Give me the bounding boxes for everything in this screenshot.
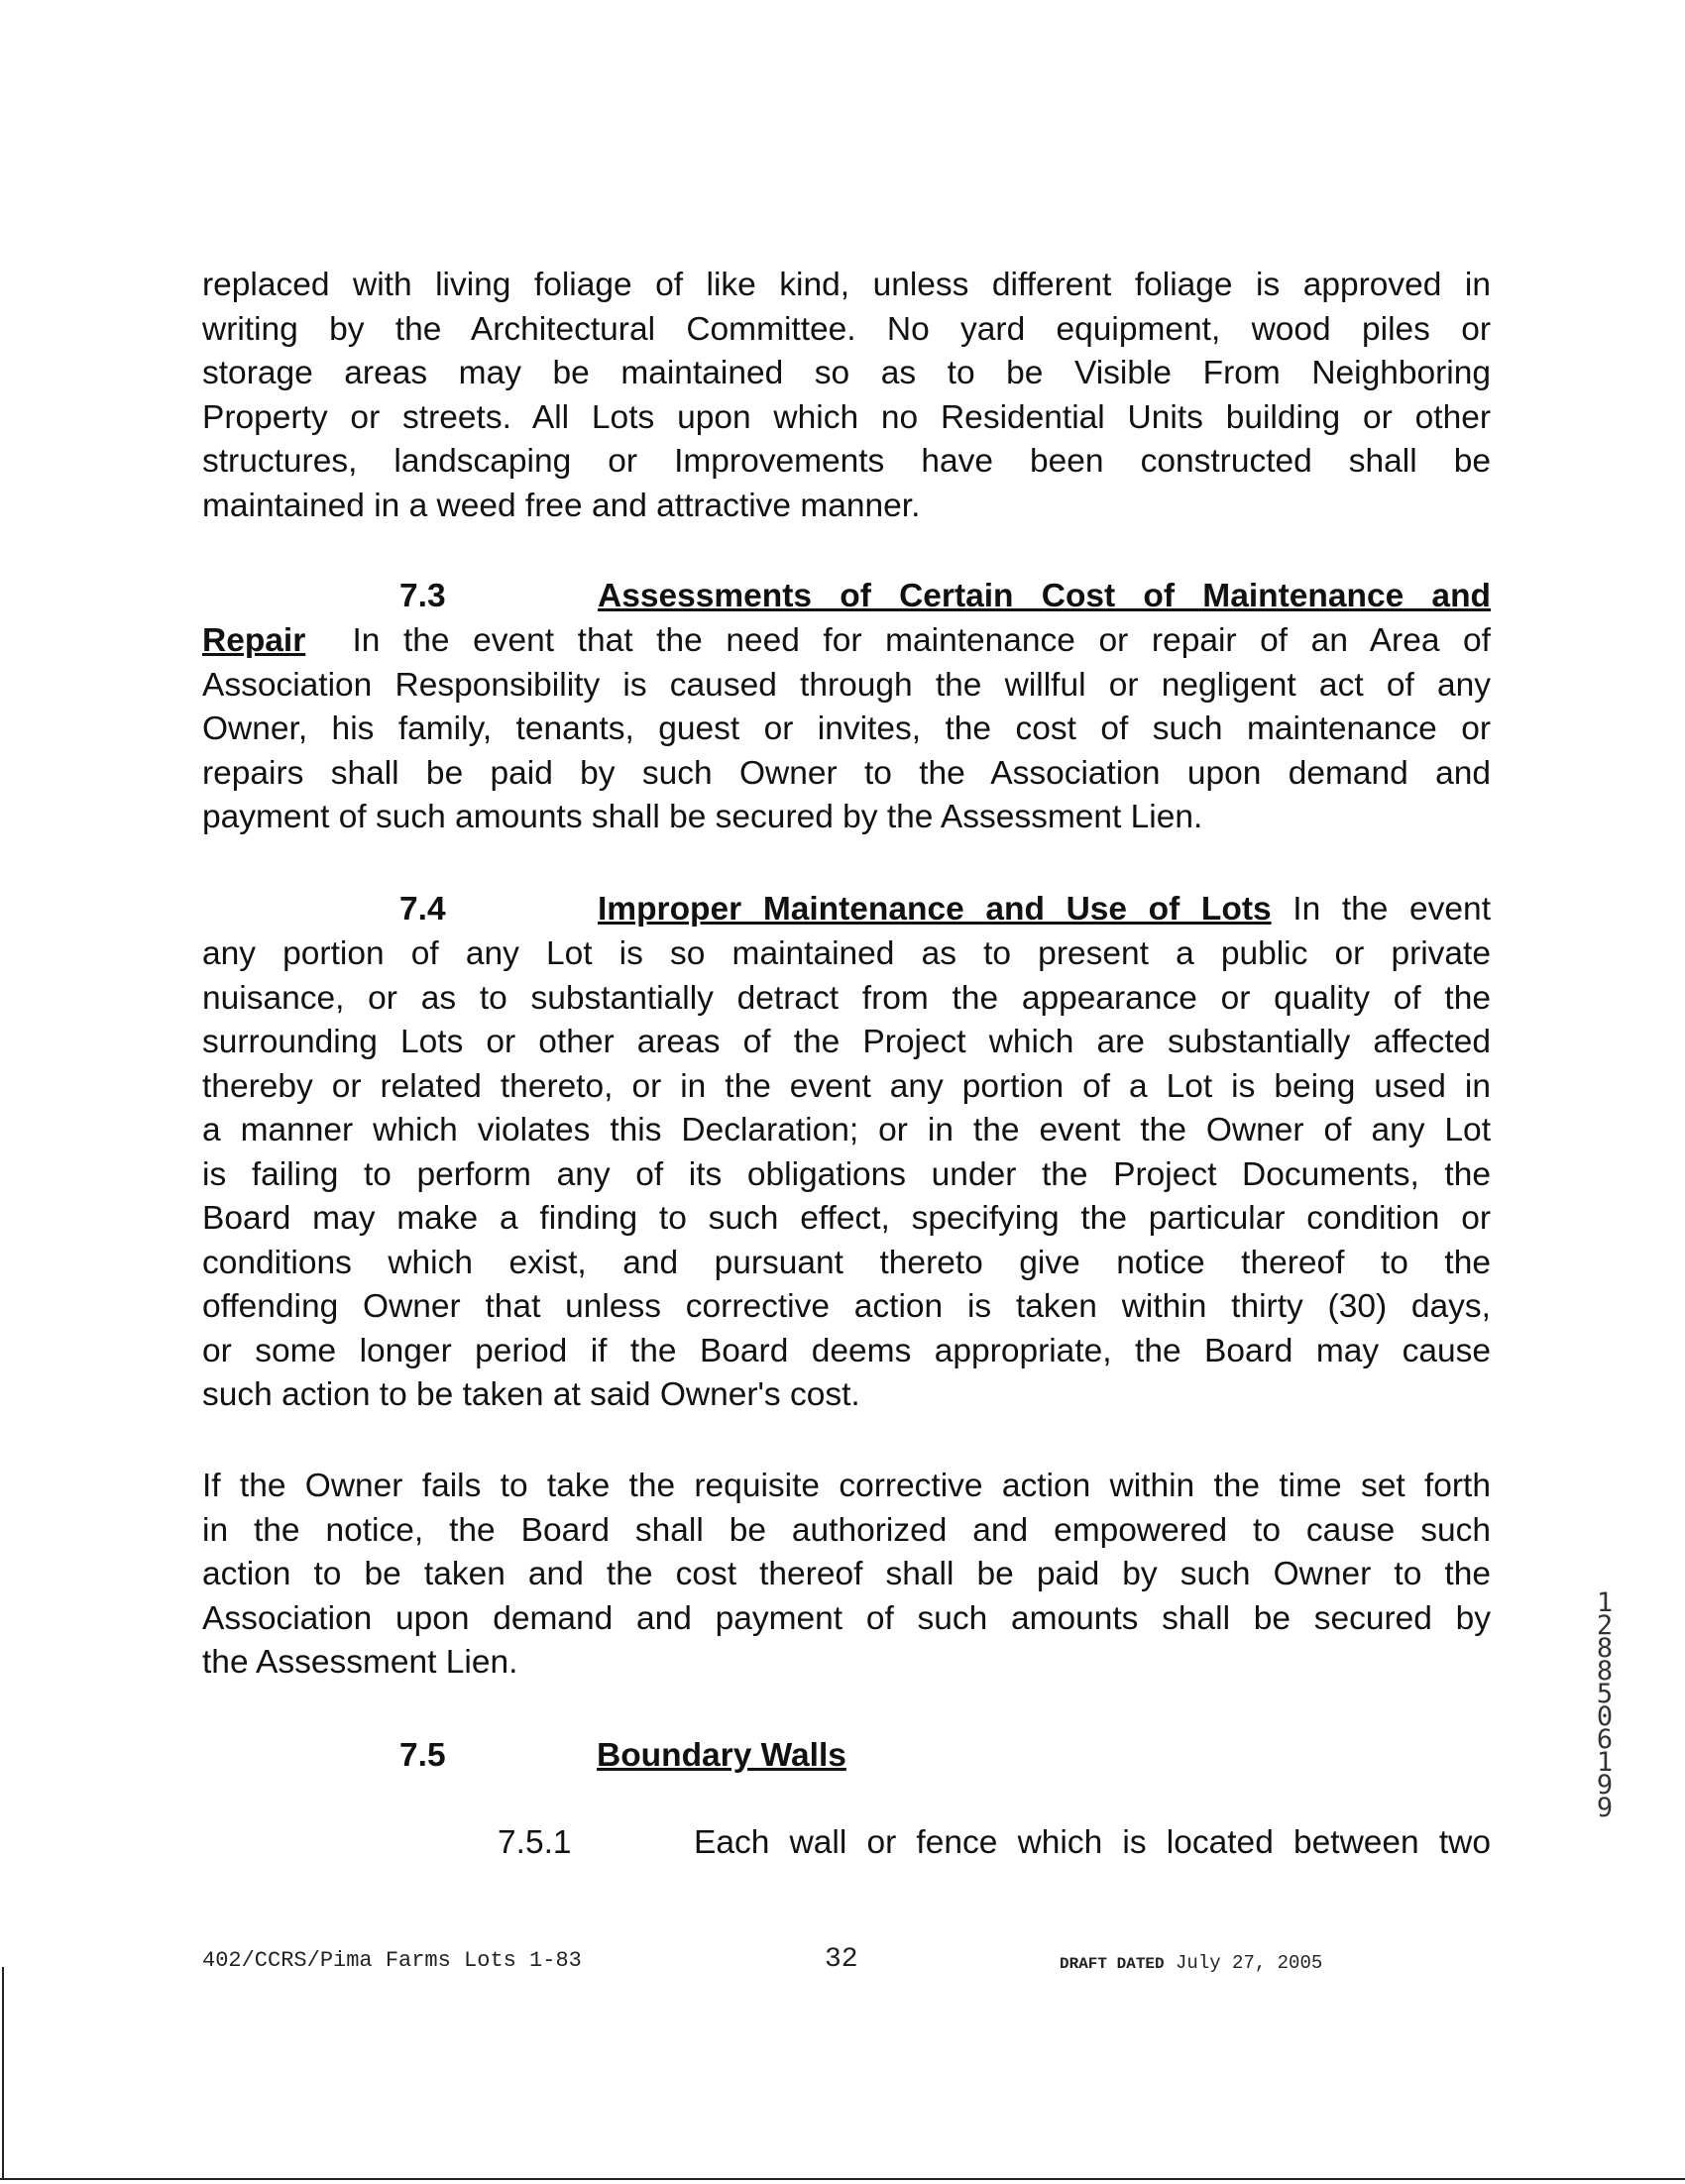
section-heading-7-4: Improper Maintenance and Use of Lots xyxy=(598,891,1272,928)
section-heading-7-3: Assessments of Certain Cost of Maintenance and xyxy=(598,578,1491,614)
text-line xyxy=(202,619,1491,664)
text-line: the Assessment Lien. xyxy=(202,1644,518,1681)
section-number-7-5: 7.5 xyxy=(399,1737,446,1774)
text-line: Property or streets. All Lots upon which no Residential Units building or other xyxy=(202,398,1491,436)
text-line: thereby or related thereto, or in the event any portion of a Lot is being used in xyxy=(202,1067,1491,1105)
text-run: In the event that the need for maintenance or repair of an Area of xyxy=(352,622,1491,659)
text-line: writing by the Architectural Committee. No yard equipment, wood piles or xyxy=(202,310,1491,348)
draft-date: July 27, 2005 xyxy=(1176,1952,1323,1974)
subsection-number-7-5-1: 7.5.1 xyxy=(498,1824,572,1861)
section-7-4-heading-line xyxy=(598,888,1491,932)
text-line: Board may make a finding to such effect, specifying the particular condition or xyxy=(202,1200,1491,1237)
text-run: In the event xyxy=(1292,891,1491,928)
section-7-4-body xyxy=(202,932,1491,1418)
text-line: such action to be taken at said Owner's cost. xyxy=(202,1376,860,1413)
text-line: or some longer period if the Board deems appropriate, the Board may cause xyxy=(202,1332,1491,1369)
section-7-3-body xyxy=(202,619,1491,840)
section-heading-7-3-cont: Repair xyxy=(202,622,306,659)
paragraph-foliage xyxy=(202,264,1491,528)
text-line: any portion of any Lot is so maintained as to present a public or private xyxy=(202,935,1491,972)
footer-draft-date xyxy=(1060,1952,1322,1974)
text-line: Association Responsibility is caused through the willful or negligent act of any xyxy=(202,666,1491,704)
text-line: repairs shall be paid by such Owner to the Association upon demand and xyxy=(202,754,1491,792)
text-line: conditions which exist, and pursuant thereto give notice thereof to the xyxy=(202,1244,1491,1281)
text-line: in the notice, the Board shall be authorized and empowered to cause such xyxy=(202,1511,1491,1549)
text-line: a manner which violates this Declaration; or in the event the Owner of any Lot xyxy=(202,1112,1491,1148)
side-recording-stamp: 12885 06199 xyxy=(1596,1587,1614,1823)
footer-document-id: 402/CCRS/Pima Farms Lots 1-83 xyxy=(202,1948,582,1973)
text-line: maintained in a weed free and attractive manner. xyxy=(202,487,921,524)
scan-edge-line xyxy=(2,1967,4,2180)
subsection-text-7-5-1: Each wall or fence which is located between two xyxy=(694,1824,1491,1861)
section-heading-7-5: Boundary Walls xyxy=(597,1737,846,1774)
text-line: structures, landscaping or Improvements have been constructed shall be xyxy=(202,443,1491,480)
page-number: 32 xyxy=(825,1944,858,1975)
text-line: replaced with living foliage of like kind, unless different foliage is approved in xyxy=(202,267,1491,303)
text-line: storage areas may be maintained so as to be Visible From Neighboring xyxy=(202,355,1491,391)
text-line: Association upon demand and payment of such amounts shall be secured by xyxy=(202,1599,1491,1637)
scan-bottom-edge-line xyxy=(0,2178,1685,2180)
section-7-4-paragraph-2 xyxy=(202,1465,1491,1686)
text-line: is failing to perform any of its obligations under the Project Documents, the xyxy=(202,1155,1491,1193)
text-line: Owner, his family, tenants, guest or invites, the cost of such maintenance or xyxy=(202,710,1491,747)
text-line: surrounding Lots or other areas of the Project which are substantially affected xyxy=(202,1024,1491,1060)
section-number-7-3: 7.3 xyxy=(399,578,446,614)
text-line: nuisance, or as to substantially detract from the appearance or quality of the xyxy=(202,979,1491,1017)
text-line: offending Owner that unless corrective action is taken within thirty (30) days, xyxy=(202,1288,1491,1325)
draft-label: DRAFT DATED xyxy=(1060,1955,1165,1973)
text-line: If the Owner fails to take the requisite corrective action within the time set forth xyxy=(202,1468,1491,1504)
text-line: payment of such amounts shall be secured by the Assessment Lien. xyxy=(202,799,1203,835)
text-line: action to be taken and the cost thereof shall be paid by such Owner to the xyxy=(202,1556,1491,1592)
section-number-7-4: 7.4 xyxy=(399,891,446,928)
